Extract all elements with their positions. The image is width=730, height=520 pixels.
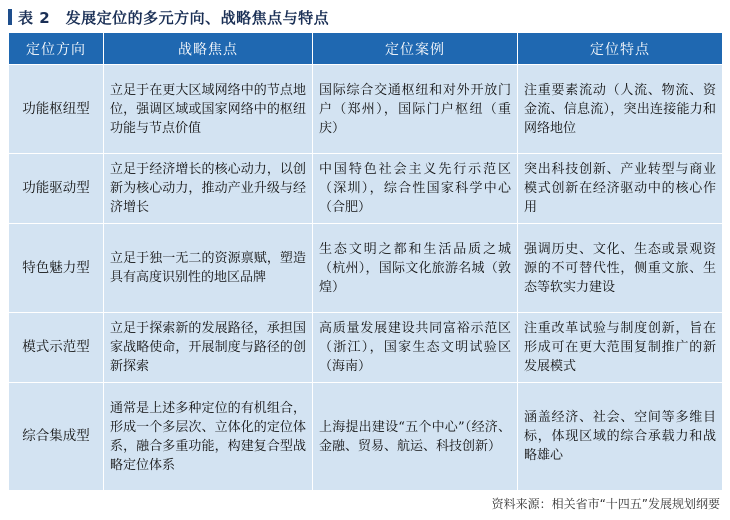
header-cell: 战略焦点 bbox=[104, 33, 313, 65]
source-note: 资料来源：相关省市“十四五”发展规划纲要 bbox=[491, 497, 720, 511]
focus-cell: 通常是上述多种定位的有机组合，形成一个多层次、立体化的定位体系，融合多重功能，构建复合型战略定位体系 bbox=[104, 383, 313, 491]
type-cell: 功能枢纽型 bbox=[9, 65, 104, 154]
type-cell: 综合集成型 bbox=[9, 383, 104, 491]
table-row bbox=[9, 154, 723, 224]
trait-cell: 涵盖经济、社会、空间等多维目标，体现区域的综合承载力和战略雄心 bbox=[518, 383, 723, 491]
data-table bbox=[8, 32, 723, 491]
table-row bbox=[9, 383, 723, 491]
focus-cell: 立足于独一无二的资源禀赋，塑造具有高度识别性的地区品牌 bbox=[104, 224, 313, 313]
focus-cell: 立足于经济增长的核心动力，以创新为核心动力，推动产业升级与经济增长 bbox=[104, 154, 313, 224]
case-cell: 生态文明之都和生活品质之城（杭州），国际文化旅游名城（敦煌） bbox=[313, 224, 518, 313]
trait-cell: 强调历史、文化、生态或景观资源的不可替代性，侧重文旅、生态等软实力建设 bbox=[518, 224, 723, 313]
case-cell: 高质量发展建设共同富裕示范区（浙江），国家生态文明试验区（海南） bbox=[313, 313, 518, 383]
trait-cell: 注重要素流动（人流、物流、资金流、信息流），突出连接能力和网络地位 bbox=[518, 65, 723, 154]
table-row bbox=[9, 313, 723, 383]
table-row bbox=[9, 65, 723, 154]
trait-cell: 突出科技创新、产业转型与商业模式创新在经济驱动中的核心作用 bbox=[518, 154, 723, 224]
focus-cell: 立足于探索新的发展路径，承担国家战略使命，开展制度与路径的创新探索 bbox=[104, 313, 313, 383]
focus-cell: 立足于在更大区域网络中的节点地位，强调区域或国家网络中的枢纽功能与节点价值 bbox=[104, 65, 313, 154]
table-row bbox=[9, 224, 723, 313]
type-cell: 模式示范型 bbox=[9, 313, 104, 383]
type-cell: 特色魅力型 bbox=[9, 224, 104, 313]
header-row bbox=[9, 33, 723, 65]
table-title: 表 2 发展定位的多元方向、战略焦点与特点 bbox=[18, 8, 330, 27]
title-marker bbox=[8, 9, 12, 25]
type-cell: 功能驱动型 bbox=[9, 154, 104, 224]
case-cell: 上海提出建设“五个中心”（经济、金融、贸易、航运、科技创新） bbox=[313, 383, 518, 491]
header-cell: 定位特点 bbox=[518, 33, 723, 65]
table-title-bar bbox=[8, 6, 722, 28]
case-cell: 中国特色社会主义先行示范区（深圳），综合性国家科学中心（合肥） bbox=[313, 154, 518, 224]
trait-cell: 注重改革试验与制度创新，旨在形成可在更大范围复制推广的新发展模式 bbox=[518, 313, 723, 383]
header-cell: 定位案例 bbox=[313, 33, 518, 65]
header-cell: 定位方向 bbox=[9, 33, 104, 65]
case-cell: 国际综合交通枢纽和对外开放门户（郑州），国际门户枢纽（重庆） bbox=[313, 65, 518, 154]
